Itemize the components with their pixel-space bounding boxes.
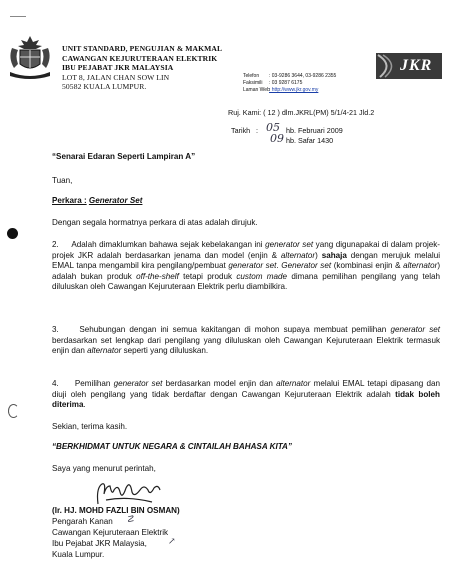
paragraph-number: 4. bbox=[52, 379, 59, 388]
faksimili-label: Faksimili bbox=[243, 80, 263, 87]
intro-paragraph: Dengan segala hormatnya perkara di atas adalah dirujuk. bbox=[52, 218, 258, 227]
paragraph-2: 2. Adalah dimaklumkan bahawa sejak kebelakangan ini generator set yang digunapakai di dalam projek-projek JKR adalah berdasarkan jenama dan model (enjin & alternator) sahaja dengan merujuk melalui EMAL tanpa mengambil kira pengilang/pembuat generator set. Generator set (kombinasi enjin & alternator) adalah bukan produk off-the-shelf tetapi produk custom made dimana pemilihan pengilang yang telah diluluskan oleh Cawangan Kejuruteraan Elektrik perlu diambilkira. bbox=[52, 240, 441, 291]
paragraph-number: 2. bbox=[52, 240, 59, 249]
signer-org-2: Ibu Pejabat JKR Malaysia, bbox=[52, 539, 147, 548]
date-hijri: hb. Safar 1430 bbox=[286, 136, 334, 145]
web-label: Laman Web bbox=[243, 87, 270, 94]
signer-org: Cawangan Kejuruteraan Elektrik bbox=[52, 528, 169, 537]
signer-name: (Ir. HJ. MOHD FAZLI BIN OSMAN) bbox=[52, 506, 180, 515]
date-hijri-day-handwritten: 09 bbox=[270, 132, 284, 145]
paragraph-number: 3. bbox=[52, 325, 59, 334]
scan-mark bbox=[8, 404, 19, 418]
punch-hole bbox=[7, 228, 18, 239]
paragraph-3: 3. Sehubungan dengan ini semua kakitangan di mohon supaya membuat pemilihan generator set berdasarkan set lengkap dari pengilang yang diluluskan oleh Cawangan Kejuruteraan Elektrik termasuk enjin dan alternator seperti yang diluluskan. bbox=[52, 325, 441, 355]
paragraph-4: 4. Pemilihan generator set berdasarkan model enjin dan alternator melalui EMAL tetapi dipasang dan diuji oleh pengilang yang tidak berdaftar dengan Cawangan Kejuruteraan Elektrik adalah tidak boleh diterima. bbox=[52, 379, 441, 409]
coat-of-arms-logo bbox=[6, 34, 54, 80]
signer-city: Kuala Lumpur. bbox=[52, 550, 105, 559]
letterhead-contact bbox=[243, 73, 336, 95]
subject-line bbox=[52, 196, 440, 207]
telefon-value: : 03-9286 3644, 03-9286 2355 bbox=[269, 73, 337, 79]
date-day-handwritten: 05 bbox=[266, 121, 280, 134]
jkr-logo bbox=[374, 51, 444, 81]
reference-number: Ruj. Kami: ( 12 ) dlm.JKRL(PM) 5/1/4-21 Jld.2 bbox=[228, 108, 375, 117]
signer-title: Pengarah Kanan bbox=[52, 517, 113, 526]
faksimili-value: : 03 9287 6175 bbox=[269, 80, 303, 87]
handwritten-mark: ↗ bbox=[168, 537, 176, 547]
letterhead-line: IBU PEJABAT JKR MALAYSIA bbox=[62, 63, 174, 73]
letterhead-line: 50582 KUALA LUMPUR. bbox=[62, 82, 147, 92]
letterhead-address bbox=[62, 44, 222, 92]
jkr-logo-text: JKR bbox=[400, 57, 433, 74]
scan-mark bbox=[10, 16, 26, 17]
letterhead-line: LOT 8, JALAN CHAN SOW LIN bbox=[62, 72, 170, 82]
thanks-line: Sekian, terima kasih. bbox=[52, 422, 128, 431]
date-gregorian: hb. Februari 2009 bbox=[286, 126, 343, 135]
subject-label: Perkara : bbox=[52, 196, 87, 205]
subject-value: Generator Set bbox=[88, 196, 143, 205]
web-link[interactable]: : http://www.jkr.gov.my bbox=[269, 87, 319, 94]
date-label: Tarikh bbox=[231, 126, 251, 135]
closing-line: Saya yang menurut perintah, bbox=[52, 464, 156, 473]
salutation: Tuan, bbox=[52, 176, 73, 185]
handwritten-mark: ☡ bbox=[126, 515, 135, 525]
motto: “BERKHIDMAT UNTUK NEGARA & CINTAILAH BAHASA KITA” bbox=[52, 442, 292, 451]
telefon-label: Telefon bbox=[243, 73, 260, 79]
recipient-line: “Senarai Edaran Seperti Lampiran A” bbox=[52, 152, 196, 161]
letterhead-line: UNIT STANDARD, PENGUJIAN & MAKMAL bbox=[62, 44, 223, 53]
date-separator: : bbox=[256, 126, 258, 135]
letterhead-line: CAWANGAN KEJURUTERAAN ELEKTRIK bbox=[62, 53, 218, 63]
